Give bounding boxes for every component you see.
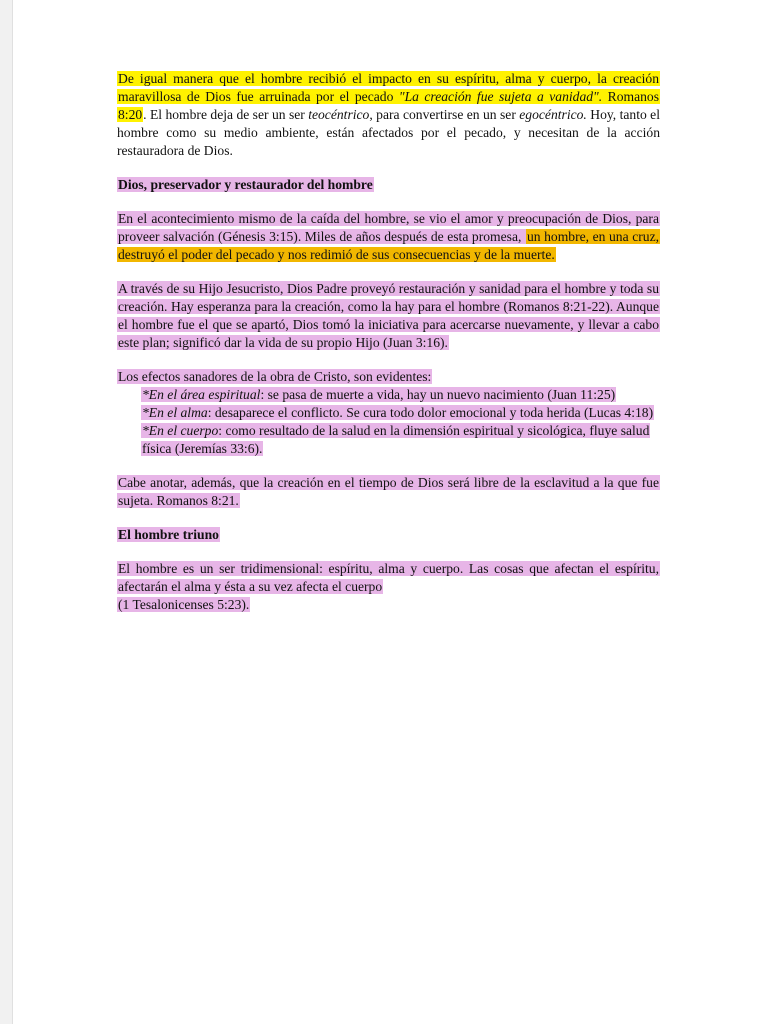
item-label: *En el alma bbox=[142, 405, 208, 420]
effects-intro bbox=[117, 368, 660, 386]
section-heading bbox=[117, 526, 660, 544]
highlight-pink: (1 Tesalonicenses 5:23). bbox=[118, 597, 250, 612]
highlight-pink: Los efectos sanadores de la obra de Cristo, son evidentes: bbox=[118, 369, 432, 384]
document-page bbox=[12, 0, 768, 1024]
paragraph-restoration bbox=[117, 280, 660, 352]
heading-text: El hombre triuno bbox=[118, 527, 219, 542]
highlight-pink: En el acontecimiento mismo de la caída del hombre, se vio el amor y preocupación de Dios, para proveer salvación (Génesis 3:15). Miles de años después de esta promesa, bbox=[118, 211, 659, 244]
term-italic: egocéntrico. bbox=[519, 107, 587, 122]
highlight-orange: un hombre, en una cruz, destruyó el poder del pecado y nos redimió de sus consecuencias y de la muerte. bbox=[118, 229, 659, 262]
paragraph-triune-reference bbox=[117, 596, 660, 614]
list-item bbox=[117, 422, 660, 458]
effects-list bbox=[117, 368, 660, 458]
item-text: : como resultado de la salud en la dimensión espiritual y sicológica, fluye salud física (Jeremías 33:6). bbox=[142, 423, 650, 456]
list-item bbox=[117, 386, 660, 404]
heading-text: Dios, preservador y restaurador del hombre bbox=[118, 177, 373, 192]
paragraph-triune bbox=[117, 560, 660, 596]
verse-reference: Romanos 8:20 bbox=[118, 89, 659, 122]
term-italic: teocéntrico bbox=[308, 107, 370, 122]
item-text: : desaparece el conflicto. Se cura todo dolor emocional y toda herida (Lucas 4:18) bbox=[207, 405, 654, 420]
highlight-pink: A través de su Hijo Jesucristo, Dios Padre proveyó restauración y sanidad para el hombre y toda su creación. Hay esperanza para la creación, como la hay para el hombre (Romanos 8:21-22). Aunque el hombre fue el que se apartó, Dios tomó la iniciativa para acercarse nuevamente, y llevar a cabo este plan; significó dar la vida de su propio Hijo (Juan 3:16). bbox=[118, 281, 659, 350]
document-body bbox=[117, 70, 660, 614]
highlight-pink bbox=[141, 423, 650, 456]
text-span: . El hombre deja de ser un ser bbox=[143, 107, 309, 122]
highlight-pink: El hombre es un ser tridimensional: espíritu, alma y cuerpo. Las cosas que afectan el espíritu, afectarán el alma y ésta a su vez afecta el cuerpo bbox=[118, 561, 659, 594]
paragraph-salvation bbox=[117, 210, 660, 264]
section-heading bbox=[117, 176, 660, 194]
text-span: Hoy, tanto el hombre como su medio ambiente, están afectados por el pecado, y necesitan de la acción restauradora de Dios. bbox=[117, 107, 660, 158]
highlight-pink: Cabe anotar, además, que la creación en el tiempo de Dios será libre de la esclavitud a la que fue sujeta. Romanos 8:21. bbox=[118, 475, 659, 508]
text-span: , para convertirse en un ser bbox=[369, 107, 520, 122]
list-item bbox=[117, 404, 660, 422]
quote-italic: "La creación fue sujeta a vanidad". bbox=[398, 89, 603, 104]
highlight-pink bbox=[141, 387, 616, 402]
item-text: : se pasa de muerte a vida, hay un nuevo nacimiento (Juan 11:25) bbox=[260, 387, 616, 402]
paragraph-creation-ruined bbox=[117, 70, 660, 160]
item-label: *En el área espiritual bbox=[142, 387, 261, 402]
item-label: *En el cuerpo bbox=[142, 423, 219, 438]
highlight-pink bbox=[141, 405, 654, 420]
text-span: De igual manera que el hombre recibió el impacto en su espíritu, alma y cuerpo, la creación maravillosa de Dios fue arruinada por el pecado bbox=[118, 71, 659, 104]
paragraph-freedom bbox=[117, 474, 660, 510]
